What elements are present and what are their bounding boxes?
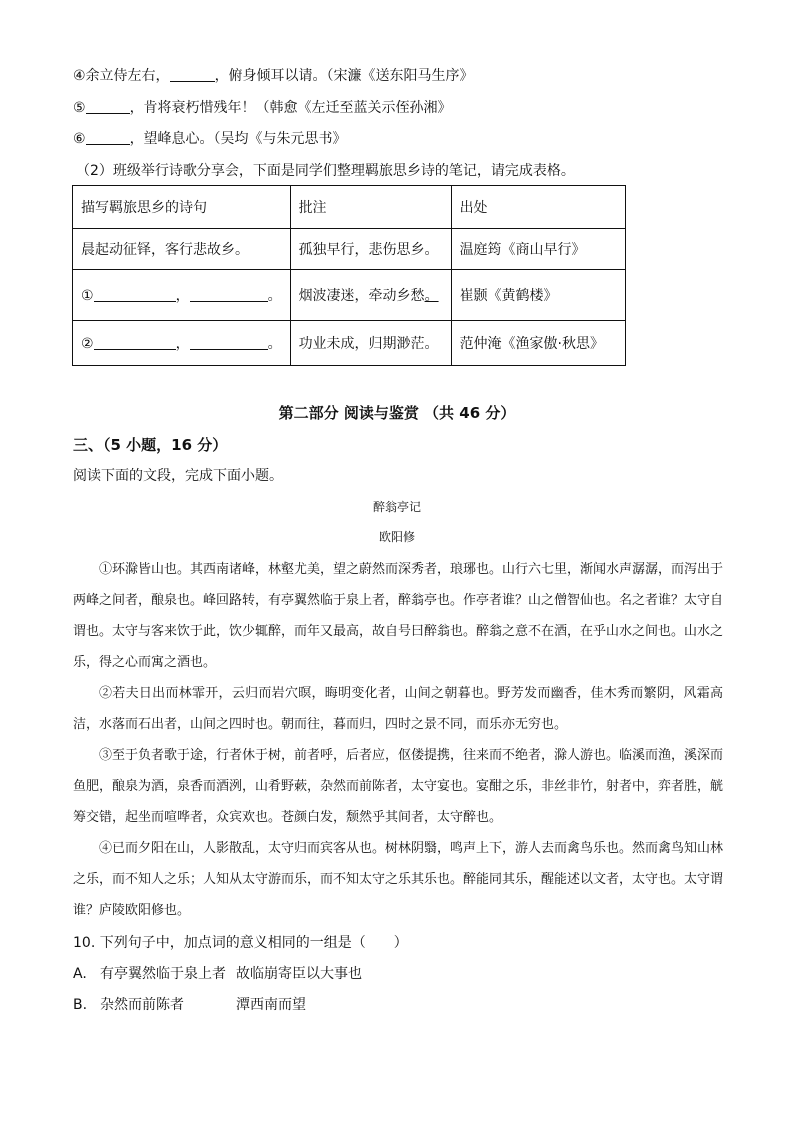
- part-2-title: 第二部分 阅读与鉴赏 （共 46 分）: [278, 404, 516, 422]
- fill-line-5-before: ⑤: [73, 100, 86, 116]
- fill-line-4-before: ④余立侍左右，: [73, 68, 170, 84]
- paragraph-3: ③至于负者歌于途，行者休于树，前者呼，后者应，伛偻提携，往来而不绝者，滁人游也。临溪而渔，溪深而鱼肥，酿泉为酒，泉香而酒洌，山肴野蔌，杂然而前陈者，太守宴也。宴酣之乐，非丝非竹，射者中，弈者胜，觥筹交错，起坐而喧哗者，众宾欢也。苍颜白发，颓然乎其间者，太守醉也。: [73, 748, 724, 825]
- answer-blank[interactable]: [170, 67, 215, 82]
- header-source: 出处: [451, 186, 625, 229]
- option-b[interactable]: [73, 995, 306, 1015]
- note-cell: [290, 270, 451, 321]
- verse-answer-cell: [73, 270, 291, 321]
- poetry-notes-table: [72, 185, 626, 366]
- answer-blank[interactable]: [94, 287, 176, 302]
- essay-author: 欧阳修: [378, 530, 415, 544]
- answer-blank[interactable]: [86, 130, 130, 145]
- option-a-sentence-1: 有亭翼然临于泉上者: [100, 966, 226, 982]
- verse-cell: 晨起动征铎，客行悲故乡。: [73, 229, 291, 270]
- answer-blank[interactable]: [190, 335, 268, 350]
- table-header-row: [73, 186, 626, 229]
- fill-line-5: [73, 98, 452, 118]
- blank-period: 。: [267, 336, 282, 352]
- section-3-heading: 三、（5 小题，16 分）: [73, 436, 228, 454]
- source-cell: 范仲淹《渔家傲·秋思》: [451, 321, 625, 366]
- source-cell: 崔颢《黄鹤楼》: [451, 270, 625, 321]
- paragraph-4: ④已而夕阳在山，人影散乱，太守归而宾客从也。树林阴翳，鸣声上下，游人去而禽鸟乐也。然而禽鸟知山林之乐，而不知人之乐；人知从太守游而乐，而不知太守之乐其乐也。醉能同其乐，醒能述以文者，太守也。太守谓谁？庐陵欧阳修也。: [73, 841, 724, 918]
- table-row: [73, 270, 626, 321]
- note-cell: 孤独早行，悲伤思乡。: [290, 229, 451, 270]
- header-note: 批注: [290, 186, 451, 229]
- answer-blank[interactable]: [190, 287, 268, 302]
- table-row: [73, 321, 626, 366]
- fill-line-5-after: ，肯将衰朽惜残年！（韩愈《左迁至蓝关示侄孙湘》: [129, 100, 452, 116]
- blank-comma: ，: [175, 288, 190, 304]
- question-10-stem: 10. 下列句子中，加点词的意义相同的一组是（ ）: [73, 935, 408, 951]
- option-b-sentence-1: 杂然而前陈者: [100, 997, 184, 1013]
- verse-answer-cell: [73, 321, 291, 366]
- fill-line-4-after: ，俯身倾耳以请。（宋濂《送东阳马生序》: [214, 68, 474, 84]
- answer-blank[interactable]: [94, 335, 176, 350]
- note-end-mark: 。: [424, 288, 439, 304]
- fill-line-6-before: ⑥: [73, 131, 86, 147]
- blank-period: 。: [267, 288, 282, 304]
- fill-line-4: [73, 66, 474, 86]
- reading-instruction: 阅读下面的文段，完成下面小题。: [73, 468, 283, 484]
- header-verse: 描写羁旅思乡的诗句: [73, 186, 291, 229]
- table-row: [73, 229, 626, 270]
- paragraph-2: ②若夫日出而林霏开，云归而岩穴暝，晦明变化者，山间之朝暮也。野芳发而幽香，佳木秀而繁阴，风霜高洁，水落而石出者，山间之四时也。朝而往，暮而归，四时之景不同，而乐亦无穷也。: [73, 686, 723, 732]
- note-cell: 功业未成，归期渺茫。: [290, 321, 451, 366]
- answer-blank[interactable]: [86, 99, 130, 114]
- classical-text: [73, 554, 723, 926]
- paragraph-1: ①环滁皆山也。其西南诸峰，林壑尤美，望之蔚然而深秀者，琅琊也。山行六七里，渐闻水声潺潺，而泻出于两峰之间者，酿泉也。峰回路转，有亭翼然临于泉上者，醉翁亭也。作亭者谁？山之僧智仙也。名之者谁？太守自谓也。太守与客来饮于此，饮少辄醉，而年又最高，故自号曰醉翁也。醉翁之意不在酒，在乎山水之间也。山水之乐，得之心而寓之酒也。: [73, 562, 724, 670]
- fill-line-6-after: ，望峰息心。（吴均《与朱元思书》: [129, 131, 347, 147]
- option-a[interactable]: [73, 964, 362, 984]
- blank-comma: ，: [175, 336, 190, 352]
- option-a-label: A.: [73, 966, 87, 982]
- blank-number: ②: [81, 336, 94, 352]
- fill-line-6: [73, 129, 347, 149]
- question-2-stem: （2）班级举行诗歌分享会，下面是同学们整理羁旅思乡诗的笔记，请完成表格。: [76, 163, 575, 179]
- source-cell: 温庭筠《商山早行》: [451, 229, 625, 270]
- note-text: 烟波凄迷，牵动乡愁: [298, 288, 425, 304]
- essay-title: 醉翁亭记: [372, 500, 421, 514]
- option-a-sentence-2: 故临崩寄臣以大事也: [236, 966, 362, 982]
- option-b-label: B.: [73, 997, 88, 1013]
- option-b-sentence-2: 潭西南而望: [236, 997, 306, 1013]
- blank-number: ①: [81, 288, 94, 304]
